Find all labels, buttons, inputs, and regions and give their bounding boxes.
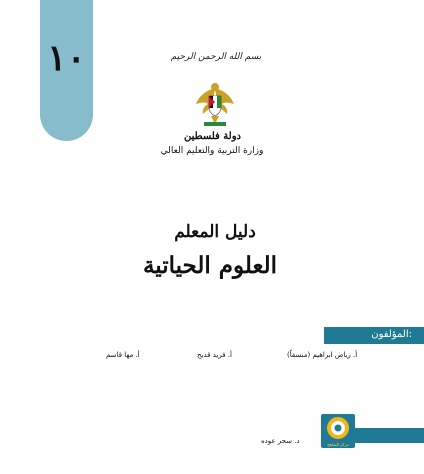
- authors-label: المؤلفون:: [371, 329, 412, 340]
- curriculum-center-logo-icon: [321, 414, 355, 448]
- grade-number: ١٠: [47, 37, 86, 79]
- basmala: بسم الله الرحمن الرحيم: [170, 52, 262, 62]
- logo-ring-icon: [321, 414, 355, 442]
- bottom-bar: [354, 428, 424, 443]
- authors-bar: [324, 327, 424, 344]
- reviewer-name: د. سحر عوده: [261, 437, 300, 445]
- logo-caption: مركز المناهج: [327, 442, 349, 447]
- grade-tab: [40, 0, 93, 141]
- state-name: دولة فلسطين: [183, 131, 242, 142]
- author-name: أ. مها قاسم: [106, 351, 140, 359]
- author-name: أ. فريد قديح: [197, 351, 232, 359]
- subject-title: العلوم الحياتية: [142, 252, 278, 279]
- author-name: أ. رياض ابراهيم (منسقاً): [287, 351, 358, 359]
- ministry-name: وزارة التربية والتعليم العالي: [160, 146, 264, 156]
- guide-title: دليل المعلم: [174, 222, 256, 242]
- palestine-eagle-emblem-icon: [194, 80, 236, 128]
